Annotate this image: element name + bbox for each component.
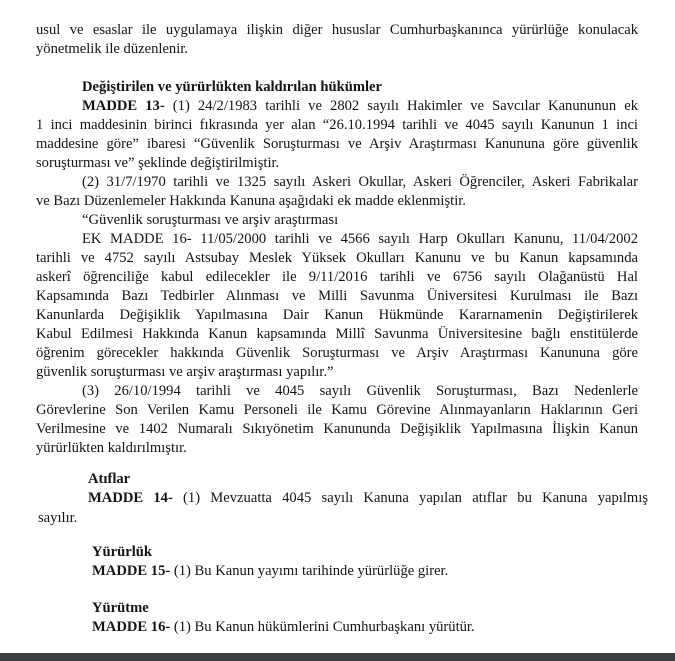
section-16-line-1-text: (1) Bu Kanun hükümlerini Cumhurbaşkanı yürütür. xyxy=(170,619,475,635)
article-14-label: MADDE 14- xyxy=(88,490,173,506)
ek-madde-line-5: Kanunlarda Değişiklik Yapılmasına Dair Kanun Hükmünde Kararnamenin Değiştirilerek xyxy=(36,307,638,323)
section-14-line-1-text: (1) Mevzuatta 4045 sayılı Kanuna yapılan atıflar bu Kanuna yapılmış xyxy=(172,490,648,506)
section-13-p3-line-1: (3) 26/10/1994 tarihli ve 4045 sayılı Güvenlik Soruşturması, Bazı Nedenlerle xyxy=(82,383,638,399)
ek-madde-line-8: güvenlik soruşturması ve arşiv araştırması yapılır.” xyxy=(36,364,334,380)
section-13-p1-line-1 xyxy=(82,98,638,115)
section-16-heading: Yürütme xyxy=(92,600,149,616)
section-13-p3-line-2: Görevlerine Son Verilen Kamu Personeli ile Kamu Görevine Alınmayanların Haklarının Geri xyxy=(36,402,638,418)
section-13-p1-line-1-text: (1) 24/2/1983 tarihli ve 2802 sayılı Hakimler ve Savcılar Kanununun ek xyxy=(164,98,638,114)
ek-madde-line-2: tarihli ve 4752 sayılı Astsubay Meslek Yüksek Okulları Kanunu ve bu Kanun kapsamında xyxy=(36,250,638,266)
ek-madde-line-3: askerî öğrenciliğe kabul edilecekler ile 9/11/2016 tarihli ve 6756 sayılı Olağanüstü Hal xyxy=(36,269,638,285)
section-15-heading: Yürürlük xyxy=(92,544,153,560)
section-13-p3-line-3: Verilmesine ve 1402 Numaralı Sıkıyönetim Kanununda Değişiklik Yapılmasına İlişkin Kanun xyxy=(36,421,638,437)
section-16-line-1 xyxy=(92,619,475,636)
section-14-line-2: sayılır. xyxy=(38,510,78,526)
intro-line-2: yönetmelik ile düzenlenir. xyxy=(36,41,188,57)
section-13-p2-line-2: ve Bazı Düzenlemeler Hakkında Kanuna aşağıdaki ek madde eklenmiştir. xyxy=(36,193,466,209)
section-13-p3-line-4: yürürlükten kaldırılmıştır. xyxy=(36,440,187,456)
ek-madde-line-6: Kabul Edilmesi Hakkında Kanun kapsamında Millî Savunma Üniversitesine bağlı enstitülerde xyxy=(36,326,638,342)
ek-madde-line-4: Kapsamında Bazı Tedbirler Alınması ve Milli Savunma Üniversitesi Kurulması ile Bazı xyxy=(36,288,638,304)
article-16-label: MADDE 16- xyxy=(92,619,171,635)
intro-line-1: usul ve esaslar ile uygulamaya ilişkin diğer hususlar Cumhurbaşkanınca yürürlüğe konulacak xyxy=(36,22,638,38)
section-13-p1-line-2: 1 inci maddesinin birinci fıkrasında yer alan “26.10.1994 tarihli ve 4045 sayılı Kanunun 1 inci xyxy=(36,117,638,133)
ek-madde-line-7: öğrenim görecekler hakkında Güvenlik Soruşturması ve Arşiv Araştırması Kanununa göre xyxy=(36,345,638,361)
section-15-line-1 xyxy=(92,563,448,580)
section-13-p2-line-1: (2) 31/7/1970 tarihli ve 1325 sayılı Askeri Okullar, Askeri Öğrenciler, Askeri Fabrikalar xyxy=(82,174,638,190)
section-13-heading: Değiştirilen ve yürürlükten kaldırılan hükümler xyxy=(82,79,383,95)
section-13-p1-line-3: maddesine göre” ibaresi “Güvenlik Soruşturması ve Arşiv Araştırması Kanununa göre güvenlik xyxy=(36,136,638,152)
quote-title: “Güvenlik soruşturması ve arşiv araştırması xyxy=(82,212,339,228)
section-15-line-1-text: (1) Bu Kanun yayımı tarihinde yürürlüğe girer. xyxy=(170,563,449,579)
article-13-label: MADDE 13- xyxy=(82,98,165,114)
section-14-line-1 xyxy=(88,490,648,507)
section-14-heading: Atıflar xyxy=(88,471,131,487)
ek-madde-line-1: EK MADDE 16- 11/05/2000 tarihli ve 4566 sayılı Harp Okulları Kanunu, 11/04/2002 xyxy=(82,231,638,247)
bottom-border-strip xyxy=(0,653,675,661)
article-15-label: MADDE 15- xyxy=(92,563,171,579)
section-13-p1-line-4: soruşturması ve” şeklinde değiştirilmiştir. xyxy=(36,155,280,171)
